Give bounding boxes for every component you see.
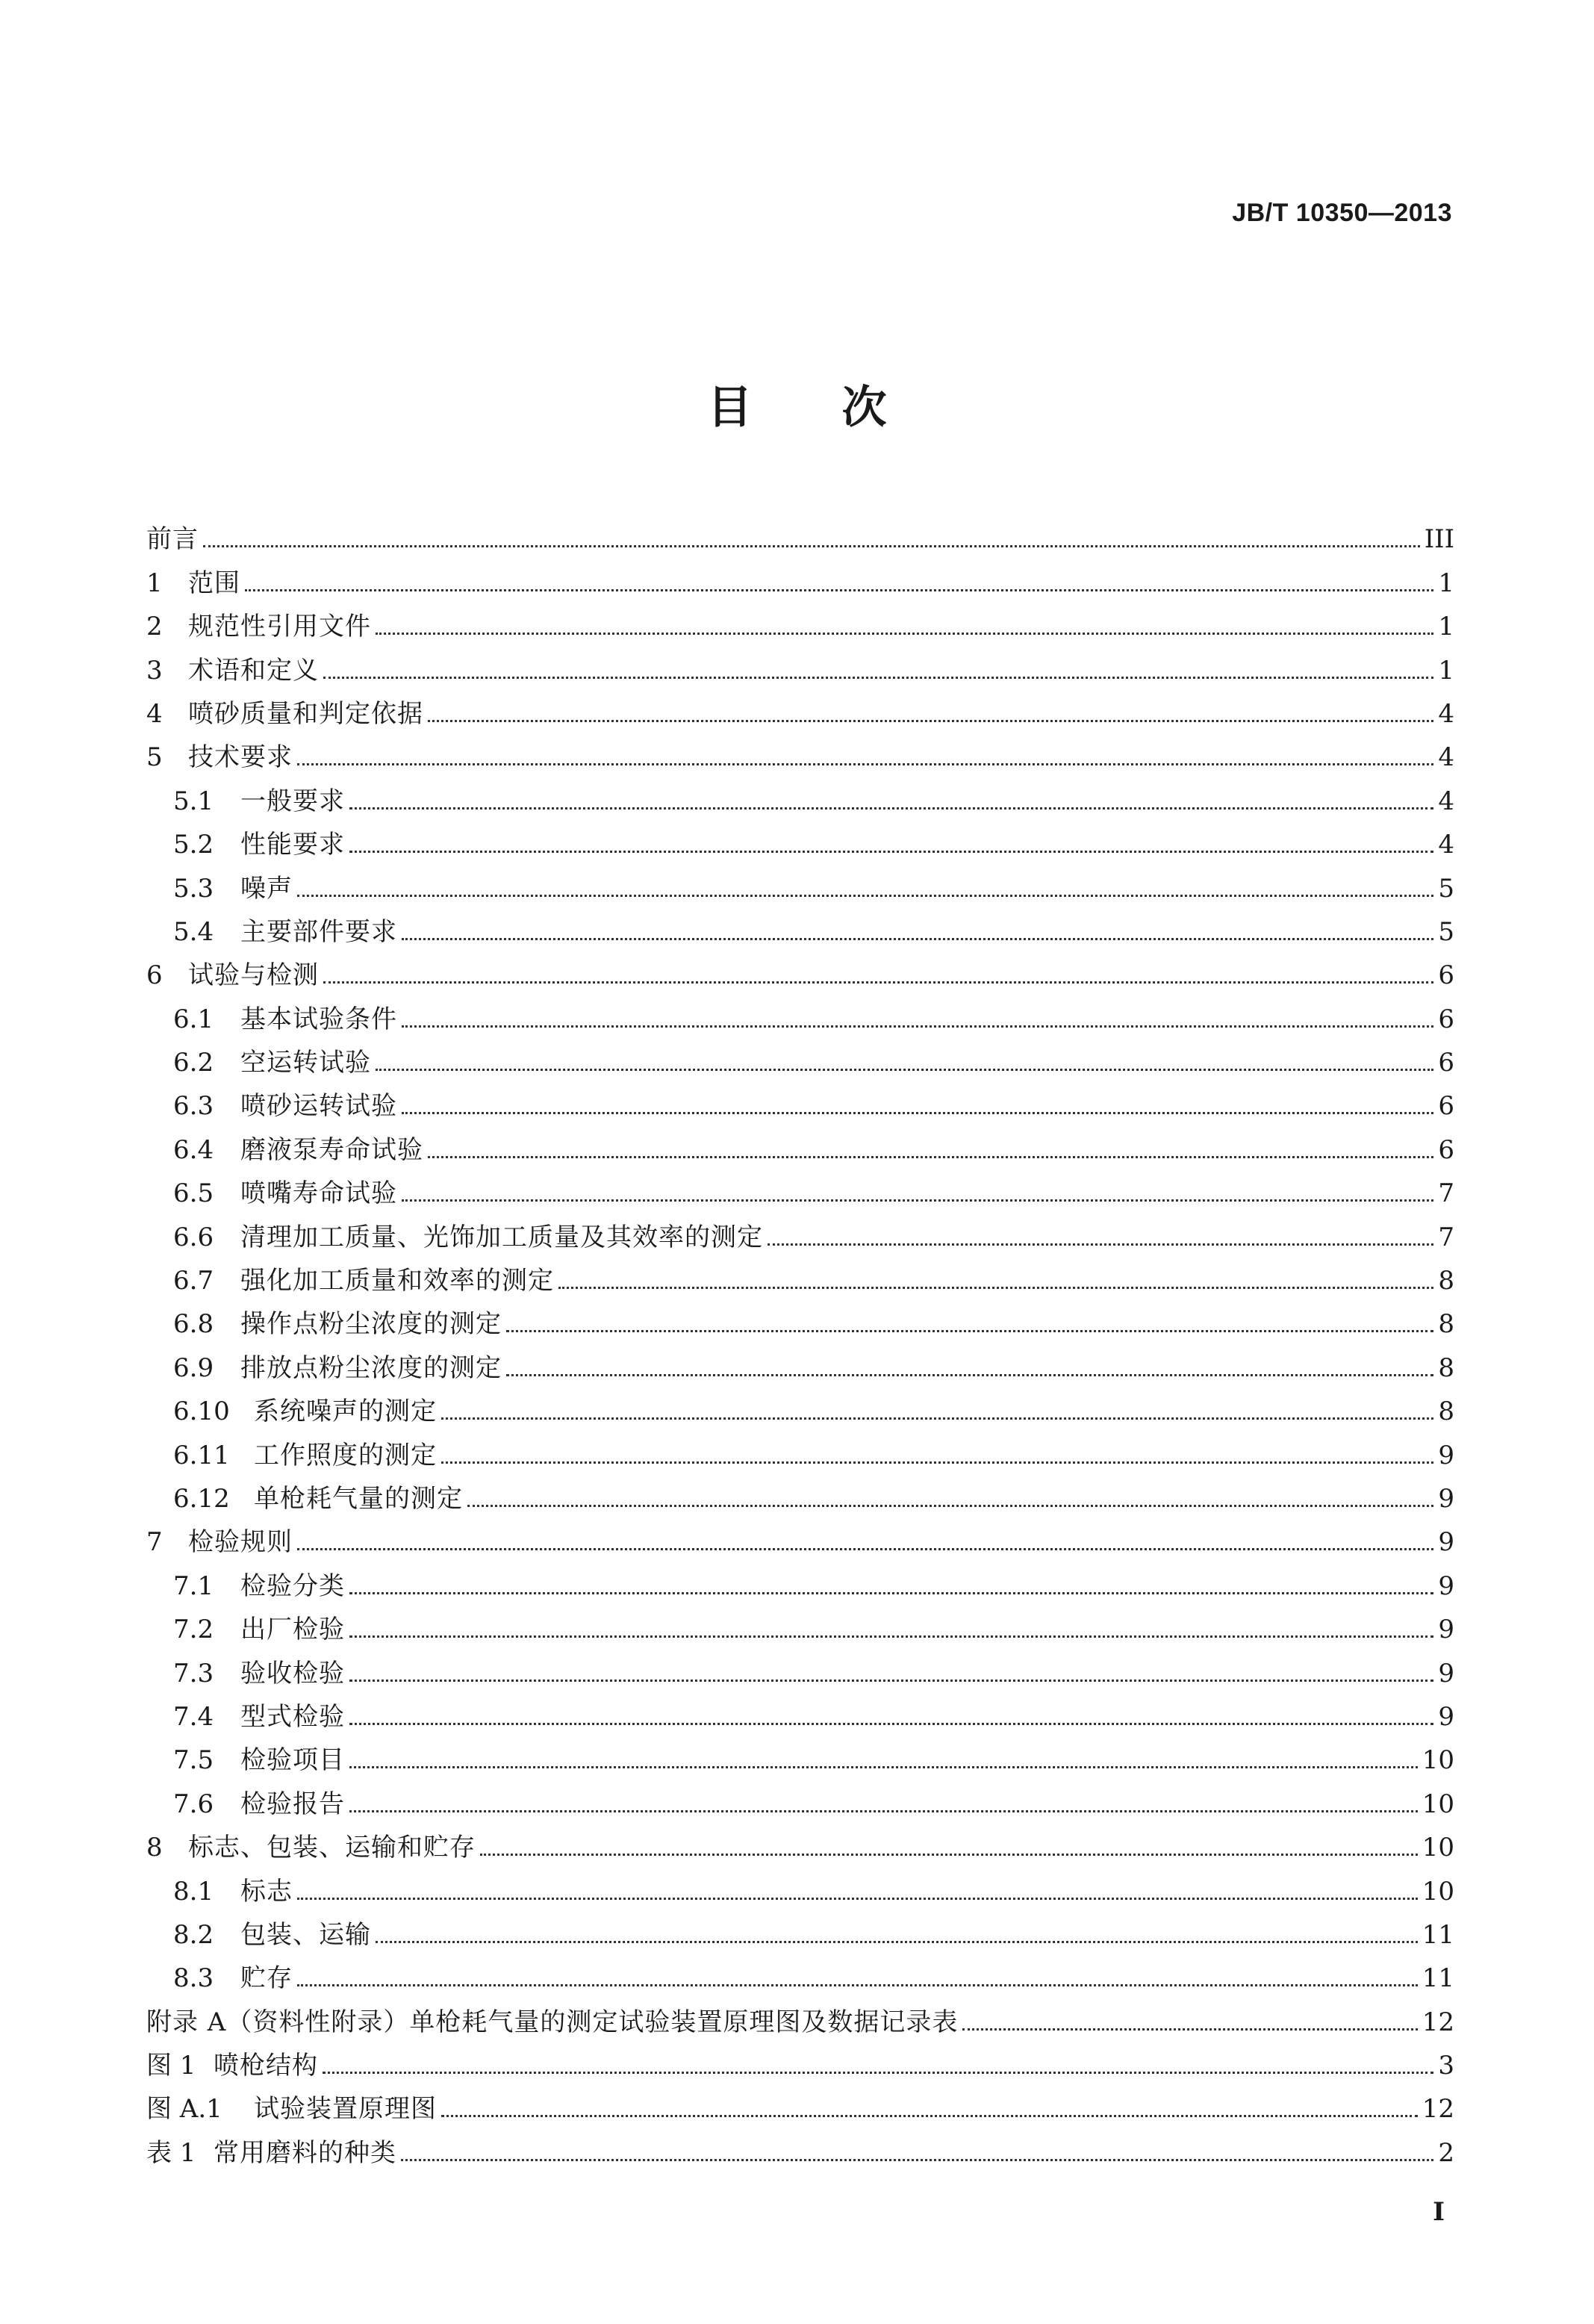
toc-dot-leader — [349, 1592, 1433, 1594]
toc-entry-number: 7.1 — [173, 1570, 214, 1601]
toc-entry-number: 8.1 — [173, 1876, 214, 1907]
title-char-1: 目 — [707, 382, 753, 434]
toc-entry-title: 出厂检验 — [240, 1615, 345, 1645]
toc-entry[interactable] — [146, 1034, 1454, 1078]
toc-entry-page: 10 — [1422, 1745, 1454, 1776]
toc-entry-page: 7 — [1438, 1222, 1454, 1252]
toc-entry-page: 6 — [1438, 1134, 1454, 1165]
toc-entry-title: 检验规则 — [188, 1527, 293, 1558]
toc-entry-title: 排放点粉尘浓度的测定 — [240, 1352, 502, 1383]
toc-entry-number: 7.5 — [173, 1745, 214, 1776]
toc-entry-number: 6.1 — [173, 1004, 214, 1034]
toc-dot-leader — [349, 1766, 1418, 1768]
toc-entry-page: 8 — [1438, 1309, 1454, 1340]
toc-entry-number: 8 — [146, 1833, 163, 1863]
toc-entry-page: 4 — [1438, 742, 1454, 773]
toc-entry-title: 喷枪结构 — [214, 2051, 318, 2081]
toc-entry-page: 10 — [1422, 1789, 1454, 1819]
toc-dot-leader — [297, 895, 1433, 897]
toc-dot-leader — [467, 1505, 1433, 1507]
toc-dot-leader — [323, 981, 1433, 984]
toc-dot-leader — [349, 1680, 1433, 1682]
toc-entry-number: 7.2 — [173, 1615, 214, 1645]
toc-entry-number: 6.6 — [173, 1222, 214, 1252]
toc-entry-page: 3 — [1438, 2051, 1454, 2081]
toc-entry-number: 6.11 — [173, 1440, 230, 1470]
toc-entry-title: 操作点粉尘浓度的测定 — [240, 1309, 502, 1340]
standard-number: JB/T 10350—2013 — [1232, 199, 1452, 227]
toc-entry-number: 5.3 — [173, 873, 214, 904]
toc-entry-title: 主要部件要求 — [240, 916, 397, 947]
toc-dot-leader — [402, 938, 1433, 940]
toc-dot-leader — [376, 1069, 1433, 1071]
toc-entry-number: 7 — [146, 1527, 163, 1558]
toc-entry[interactable] — [146, 1732, 1454, 1775]
toc-entry-title: 附录 A（资料性附录）单枪耗气量的测定试验装置原理图及数据记录表 — [146, 2007, 959, 2037]
toc-entry-title: 喷砂运转试验 — [240, 1091, 397, 1122]
toc-dot-leader — [428, 1156, 1433, 1158]
table-of-contents — [146, 511, 1454, 2168]
toc-entry-title: 前言 — [146, 524, 199, 555]
toc-entry[interactable] — [146, 1383, 1454, 1426]
toc-entry[interactable] — [146, 1819, 1454, 1862]
toc-entry-number: 4 — [146, 698, 163, 729]
toc-entry-number: 6.9 — [173, 1352, 214, 1383]
toc-entry-number: 2 — [146, 612, 163, 642]
toc-dot-leader — [349, 1635, 1433, 1638]
toc-entry-title: 标志 — [240, 1876, 293, 1907]
toc-entry-title: 技术要求 — [188, 742, 293, 773]
toc-entry-page: 6 — [1438, 960, 1454, 991]
toc-entry[interactable] — [146, 554, 1454, 597]
toc-entry-page: 11 — [1422, 1963, 1454, 1994]
toc-entry-page: 9 — [1438, 1570, 1454, 1601]
page-title — [0, 372, 1594, 436]
toc-entry-title: 喷嘴寿命试验 — [240, 1178, 397, 1209]
toc-entry-title: 磨液泵寿命试验 — [240, 1134, 423, 1165]
toc-entry[interactable] — [146, 1252, 1454, 1296]
toc-entry-page: 5 — [1438, 873, 1454, 904]
toc-dot-leader — [402, 1112, 1433, 1114]
toc-entry-number: 3 — [146, 655, 163, 686]
toc-entry-number: 8.3 — [173, 1963, 214, 1994]
toc-entry[interactable] — [146, 772, 1454, 815]
toc-entry-title: 清理加工质量、光饰加工质量及其效率的测定 — [240, 1222, 763, 1252]
toc-dot-leader — [480, 1854, 1418, 1856]
toc-entry-page: 8 — [1438, 1352, 1454, 1383]
page-number: I — [1433, 2197, 1445, 2227]
toc-dot-leader — [506, 1330, 1433, 1332]
toc-entry-page: 12 — [1422, 2007, 1454, 2037]
toc-dot-leader — [349, 1723, 1433, 1725]
toc-entry-page: 4 — [1438, 830, 1454, 860]
toc-dot-leader — [441, 2115, 1418, 2117]
toc-dot-leader — [401, 2159, 1433, 2161]
toc-entry-number: 6.12 — [173, 1483, 230, 1514]
toc-entry[interactable] — [146, 1993, 1454, 2036]
toc-entry[interactable] — [146, 1296, 1454, 1339]
toc-entry-title: 基本试验条件 — [240, 1004, 397, 1034]
toc-entry-title: 验收检验 — [240, 1658, 345, 1688]
toc-entry[interactable] — [146, 1208, 1454, 1252]
toc-entry[interactable] — [146, 1470, 1454, 1514]
toc-entry-page: 9 — [1438, 1615, 1454, 1645]
toc-entry[interactable] — [146, 990, 1454, 1034]
toc-dot-leader — [428, 720, 1433, 722]
toc-entry[interactable] — [146, 947, 1454, 990]
toc-entry-title: 空运转试验 — [240, 1048, 371, 1078]
toc-entry-title: 术语和定义 — [188, 655, 319, 686]
toc-entry-number: 6.10 — [173, 1396, 230, 1427]
toc-entry-page: 7 — [1438, 1178, 1454, 1209]
toc-dot-leader — [323, 677, 1433, 679]
toc-entry-number: 5 — [146, 742, 163, 773]
toc-entry[interactable] — [146, 511, 1454, 554]
toc-entry-number: 7.3 — [173, 1658, 214, 1688]
toc-entry-page: 6 — [1438, 1004, 1454, 1034]
toc-entry-page: 12 — [1422, 2094, 1454, 2125]
toc-entry-title: 范围 — [188, 568, 240, 598]
toc-entry-number: 6.4 — [173, 1134, 214, 1165]
toc-dot-leader — [349, 807, 1433, 810]
toc-entry-number: 6.8 — [173, 1309, 214, 1340]
toc-dot-leader — [297, 1898, 1418, 1900]
toc-dot-leader — [441, 1461, 1433, 1464]
toc-entry-page: 1 — [1438, 612, 1454, 642]
toc-entry[interactable] — [146, 641, 1454, 685]
toc-entry[interactable] — [146, 1121, 1454, 1164]
toc-entry-number: 7.6 — [173, 1789, 214, 1819]
toc-entry[interactable] — [146, 1775, 1454, 1818]
toc-entry[interactable] — [146, 1514, 1454, 1557]
toc-entry[interactable] — [146, 1601, 1454, 1644]
toc-entry-page: 9 — [1438, 1440, 1454, 1470]
toc-entry[interactable] — [146, 1165, 1454, 1208]
toc-entry-page: 5 — [1438, 916, 1454, 947]
toc-entry[interactable] — [146, 1078, 1454, 1121]
toc-entry-number: 6.7 — [173, 1266, 214, 1296]
toc-entry-number: 5.1 — [173, 786, 214, 816]
toc-entry-number: 6.2 — [173, 1048, 214, 1078]
toc-entry-page: 9 — [1438, 1527, 1454, 1558]
toc-dot-leader — [245, 589, 1433, 591]
toc-dot-leader — [349, 851, 1433, 853]
toc-dot-leader — [962, 2028, 1417, 2031]
toc-entry[interactable] — [146, 686, 1454, 729]
toc-entry-title: 检验报告 — [240, 1789, 345, 1819]
toc-entry-page: 11 — [1422, 1919, 1454, 1950]
toc-dot-leader — [768, 1243, 1433, 1246]
toc-entry-number: 8.2 — [173, 1919, 214, 1950]
toc-entry-page: 9 — [1438, 1701, 1454, 1732]
toc-dot-leader — [558, 1287, 1433, 1289]
toc-entry[interactable] — [146, 860, 1454, 903]
toc-entry-number: 6 — [146, 960, 163, 991]
toc-entry[interactable] — [146, 598, 1454, 641]
toc-entry-title: 喷砂质量和判定依据 — [188, 698, 423, 729]
toc-dot-leader — [203, 545, 1420, 547]
toc-entry-title: 检验分类 — [240, 1570, 345, 1601]
toc-entry-number: 5.2 — [173, 830, 214, 860]
toc-entry-title: 一般要求 — [240, 786, 345, 816]
toc-entry[interactable] — [146, 2037, 1454, 2081]
toc-entry[interactable] — [146, 1688, 1454, 1732]
toc-entry-number: 5.4 — [173, 916, 214, 947]
toc-entry-number: 表 1 — [146, 2137, 196, 2168]
toc-dot-leader — [376, 1941, 1418, 1943]
toc-entry-page: 8 — [1438, 1266, 1454, 1296]
toc-entry-title: 系统噪声的测定 — [254, 1396, 437, 1427]
toc-dot-leader — [506, 1374, 1433, 1376]
toc-dot-leader — [441, 1417, 1433, 1420]
toc-entry-number: 7.4 — [173, 1701, 214, 1732]
toc-entry-number: 图 A.1 — [146, 2094, 222, 2125]
toc-dot-leader — [402, 1025, 1433, 1028]
toc-entry[interactable] — [146, 2081, 1454, 2124]
toc-entry-title: 工作照度的测定 — [254, 1440, 437, 1470]
toc-entry-page: 2 — [1438, 2137, 1454, 2168]
toc-entry[interactable] — [146, 1557, 1454, 1600]
toc-entry-page: 1 — [1438, 568, 1454, 598]
toc-entry[interactable] — [146, 729, 1454, 772]
toc-entry-number: 图 1 — [146, 2051, 196, 2081]
toc-entry-number: 6.3 — [173, 1091, 214, 1122]
toc-entry-page: 4 — [1438, 698, 1454, 729]
toc-entry-page: 6 — [1438, 1048, 1454, 1078]
toc-entry-page: 1 — [1438, 655, 1454, 686]
toc-entry-title: 检验项目 — [240, 1745, 345, 1776]
toc-entry[interactable] — [146, 816, 1454, 860]
toc-entry[interactable] — [146, 1907, 1454, 1950]
toc-entry-title: 贮存 — [240, 1963, 293, 1994]
toc-entry-title: 包装、运输 — [240, 1919, 371, 1950]
toc-dot-leader — [349, 1810, 1418, 1812]
toc-entry-page: 6 — [1438, 1091, 1454, 1122]
toc-entry[interactable] — [146, 1426, 1454, 1470]
toc-entry-page: 10 — [1422, 1833, 1454, 1863]
toc-entry[interactable] — [146, 1862, 1454, 1906]
toc-entry-page: 4 — [1438, 786, 1454, 816]
toc-dot-leader — [402, 1199, 1433, 1202]
toc-entry-title: 性能要求 — [240, 830, 345, 860]
toc-dot-leader — [297, 763, 1433, 765]
toc-dot-leader — [323, 2072, 1433, 2074]
title-char-2: 次 — [841, 382, 887, 434]
toc-entry-number: 6.5 — [173, 1178, 214, 1209]
toc-entry-title: 型式检验 — [240, 1701, 345, 1732]
toc-entry-title: 单枪耗气量的测定 — [254, 1483, 463, 1514]
toc-entry-page: 9 — [1438, 1658, 1454, 1688]
toc-entry-page: 8 — [1438, 1396, 1454, 1427]
toc-entry-page: 9 — [1438, 1483, 1454, 1514]
toc-entry-title: 规范性引用文件 — [188, 612, 371, 642]
toc-entry[interactable] — [146, 904, 1454, 947]
toc-entry-title: 试验装置原理图 — [254, 2094, 437, 2125]
toc-entry[interactable] — [146, 1644, 1454, 1688]
toc-entry[interactable] — [146, 1339, 1454, 1382]
toc-entry-title: 试验与检测 — [188, 960, 319, 991]
toc-entry-page: 10 — [1422, 1876, 1454, 1907]
toc-dot-leader — [376, 633, 1433, 635]
toc-entry-title: 标志、包装、运输和贮存 — [188, 1833, 476, 1863]
toc-entry-title: 强化加工质量和效率的测定 — [240, 1266, 554, 1296]
toc-entry[interactable] — [146, 1950, 1454, 1993]
toc-dot-leader — [297, 1984, 1418, 1986]
toc-entry-page: III — [1424, 524, 1454, 555]
toc-dot-leader — [297, 1548, 1433, 1550]
toc-entry[interactable] — [146, 2124, 1454, 2167]
toc-entry-title: 噪声 — [240, 873, 293, 904]
toc-entry-number: 1 — [146, 568, 163, 598]
toc-entry-title: 常用磨料的种类 — [214, 2137, 396, 2168]
